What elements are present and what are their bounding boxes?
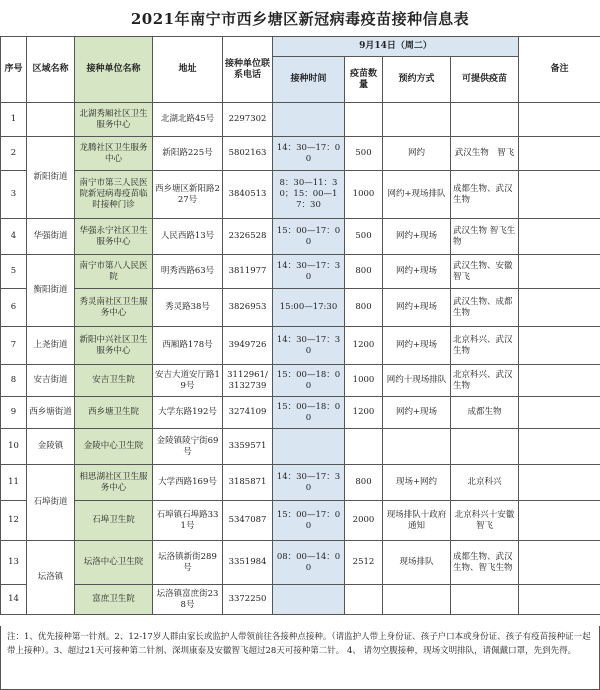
row-remarks bbox=[519, 541, 600, 585]
row-vaccine: 成都生物 bbox=[451, 397, 519, 429]
row-qty: 2512 bbox=[345, 541, 383, 585]
row-phone: 3811977 bbox=[223, 255, 273, 289]
row-remarks bbox=[519, 255, 600, 289]
row-qty: 800 bbox=[345, 289, 383, 327]
row-seq: 7 bbox=[1, 327, 27, 365]
row-unit: 秀灵南社区卫生服务中心 bbox=[75, 289, 153, 327]
row-vaccine: 武汉生物 智飞生物 bbox=[451, 219, 519, 255]
row-method: 网约+现场 bbox=[383, 289, 451, 327]
table-row bbox=[1, 541, 600, 585]
area-cell: 上尧街道 bbox=[27, 327, 75, 365]
row-time: 08：00—14：00 bbox=[273, 541, 345, 585]
row-unit: 华强永宁社区卫生服务中心 bbox=[75, 219, 153, 255]
header-vaccine: 可提供疫苗 bbox=[451, 57, 519, 103]
row-phone: 3359571 bbox=[223, 429, 273, 465]
area-cell: 西乡塘街道 bbox=[27, 397, 75, 429]
row-time bbox=[273, 103, 345, 137]
row-time: 15：00—17：00 bbox=[273, 501, 345, 541]
row-unit: 相思湖社区卫生服务中心 bbox=[75, 465, 153, 501]
header-remarks: 备注 bbox=[519, 37, 600, 103]
row-seq: 5 bbox=[1, 255, 27, 289]
row-time: 15：00—18：00 bbox=[273, 365, 345, 397]
row-method: 现场排队 bbox=[383, 541, 451, 585]
area-cell: 石埠街道 bbox=[27, 465, 75, 541]
row-unit: 西乡塘卫生院 bbox=[75, 397, 153, 429]
row-remarks bbox=[519, 465, 600, 501]
row-phone: 3185871 bbox=[223, 465, 273, 501]
row-unit: 北湖秀厢社区卫生服务中心 bbox=[75, 103, 153, 137]
row-time: 15:00—17:30 bbox=[273, 289, 345, 327]
row-vaccine: 北京科兴、武汉生物 bbox=[451, 327, 519, 365]
row-seq: 3 bbox=[1, 171, 27, 219]
row-time: 15：00—18：00 bbox=[273, 397, 345, 429]
table-row bbox=[1, 103, 600, 137]
row-address: 大学西路169号 bbox=[153, 465, 223, 501]
row-phone: 5347087 bbox=[223, 501, 273, 541]
header-unit: 接种单位名称 bbox=[75, 37, 153, 103]
row-method: 网约十现场排队 bbox=[383, 365, 451, 397]
row-seq: 14 bbox=[1, 585, 27, 615]
row-address: 坛洛镇富庶街238号 bbox=[153, 585, 223, 615]
row-qty bbox=[345, 429, 383, 465]
area-cell: 华强街道 bbox=[27, 219, 75, 255]
vaccination-table bbox=[0, 36, 600, 615]
row-address: 金陵镇陵宁街69号 bbox=[153, 429, 223, 465]
row-method: 现场+网约 bbox=[383, 465, 451, 501]
row-unit: 石埠卫生院 bbox=[75, 501, 153, 541]
row-address: 新阳路225号 bbox=[153, 137, 223, 171]
row-method bbox=[383, 585, 451, 615]
row-vaccine bbox=[451, 429, 519, 465]
row-address: 安吉大道安厅路19号 bbox=[153, 365, 223, 397]
row-method: 网约 bbox=[383, 137, 451, 171]
row-phone: 2297302 bbox=[223, 103, 273, 137]
table-row bbox=[1, 429, 600, 465]
row-remarks bbox=[519, 585, 600, 615]
row-seq: 12 bbox=[1, 501, 27, 541]
row-remarks bbox=[519, 429, 600, 465]
row-remarks bbox=[519, 327, 600, 365]
header-address: 地址 bbox=[153, 37, 223, 103]
row-seq: 2 bbox=[1, 137, 27, 171]
row-qty: 1200 bbox=[345, 327, 383, 365]
row-remarks bbox=[519, 137, 600, 171]
row-address: 北湖北路45号 bbox=[153, 103, 223, 137]
row-seq: 8 bbox=[1, 365, 27, 397]
row-vaccine: 北京科兴 bbox=[451, 465, 519, 501]
table-row bbox=[1, 365, 600, 397]
row-vaccine bbox=[451, 585, 519, 615]
row-remarks bbox=[519, 501, 600, 541]
row-seq: 4 bbox=[1, 219, 27, 255]
row-seq: 6 bbox=[1, 289, 27, 327]
row-qty: 1000 bbox=[345, 171, 383, 219]
row-vaccine bbox=[451, 103, 519, 137]
row-qty bbox=[345, 585, 383, 615]
page-title: 2021年南宁市西乡塘区新冠病毒疫苗接种信息表 bbox=[130, 9, 470, 28]
row-unit: 新阳中兴社区卫生服务中心 bbox=[75, 327, 153, 365]
row-seq: 1 bbox=[1, 103, 27, 137]
row-qty: 500 bbox=[345, 219, 383, 255]
row-address: 明秀西路63号 bbox=[153, 255, 223, 289]
row-time bbox=[273, 585, 345, 615]
row-method: 网约+现场 bbox=[383, 327, 451, 365]
row-unit: 龙腾社区卫生服务中心 bbox=[75, 137, 153, 171]
row-method: 网约+现场 bbox=[383, 219, 451, 255]
row-seq: 13 bbox=[1, 541, 27, 585]
row-remarks bbox=[519, 103, 600, 137]
header-seq: 序号 bbox=[1, 37, 27, 103]
row-time: 15：00—17：00 bbox=[273, 219, 345, 255]
row-remarks bbox=[519, 397, 600, 429]
table-row bbox=[1, 289, 600, 327]
area-cell-blank bbox=[27, 103, 75, 137]
row-address: 西乡塘区新阳路227号 bbox=[153, 171, 223, 219]
row-method: 网约+现场 bbox=[383, 397, 451, 429]
footnotes: 注：1、优先接种第一针剂。2、12-17岁人群由家长或监护人带领前往各接种点接种。（请监护人带上身份证、孩子户口本或身份证、孩子有疫苗接种证一起带上接种）。3、超过21天可接种第二针剂、深圳康泰及安徽智飞超过28天可接种第二针。 4、 请勿空腹接种，现场文明排队，请佩戴口罩，先到先得。 bbox=[0, 626, 600, 690]
header-date: 9月14日（周二） bbox=[273, 37, 519, 57]
row-method bbox=[383, 429, 451, 465]
row-time: 14：30—17：00 bbox=[273, 137, 345, 171]
row-remarks bbox=[519, 219, 600, 255]
row-phone: 3826953 bbox=[223, 289, 273, 327]
row-method bbox=[383, 103, 451, 137]
row-phone: 3112961/3132739 bbox=[223, 365, 273, 397]
table-row bbox=[1, 171, 600, 219]
row-address: 秀灵路38号 bbox=[153, 289, 223, 327]
row-phone: 2326528 bbox=[223, 219, 273, 255]
table-row bbox=[1, 137, 600, 171]
row-vaccine: 武汉生物、成都生物 bbox=[451, 289, 519, 327]
row-phone: 3949726 bbox=[223, 327, 273, 365]
row-address: 石埠镇石埠路331号 bbox=[153, 501, 223, 541]
row-phone: 3274109 bbox=[223, 397, 273, 429]
row-time: 14：30—17：30 bbox=[273, 255, 345, 289]
row-qty: 2000 bbox=[345, 501, 383, 541]
row-vaccine: 成都生物、武汉生物 bbox=[451, 171, 519, 219]
area-cell: 衡阳街道 bbox=[27, 255, 75, 327]
row-remarks bbox=[519, 365, 600, 397]
table-row bbox=[1, 397, 600, 429]
table-row bbox=[1, 327, 600, 365]
row-seq: 10 bbox=[1, 429, 27, 465]
row-seq: 11 bbox=[1, 465, 27, 501]
row-vaccine: 成都生物、武汉生物、智飞生物 bbox=[451, 541, 519, 585]
header-time: 接种时间 bbox=[273, 57, 345, 103]
row-qty: 800 bbox=[345, 465, 383, 501]
area-cell: 新阳街道 bbox=[27, 137, 75, 219]
row-address: 西厢路178号 bbox=[153, 327, 223, 365]
row-vaccine: 武汉生物 智飞 bbox=[451, 137, 519, 171]
row-phone: 3372250 bbox=[223, 585, 273, 615]
row-unit: 南宁市第八人民医院 bbox=[75, 255, 153, 289]
area-cell: 坛洛镇 bbox=[27, 541, 75, 615]
table-row bbox=[1, 219, 600, 255]
row-time: 14：30—17：30 bbox=[273, 327, 345, 365]
row-phone: 3351984 bbox=[223, 541, 273, 585]
header-area: 区域名称 bbox=[27, 37, 75, 103]
header-method: 预约方式 bbox=[383, 57, 451, 103]
row-qty: 800 bbox=[345, 255, 383, 289]
row-phone: 5802163 bbox=[223, 137, 273, 171]
row-qty bbox=[345, 103, 383, 137]
row-seq: 9 bbox=[1, 397, 27, 429]
row-address: 坛洛镇新街289号 bbox=[153, 541, 223, 585]
row-unit: 安吉卫生院 bbox=[75, 365, 153, 397]
row-qty: 500 bbox=[345, 137, 383, 171]
row-remarks bbox=[519, 171, 600, 219]
row-phone: 3840513 bbox=[223, 171, 273, 219]
row-unit: 金陵中心卫生院 bbox=[75, 429, 153, 465]
row-address: 人民西路13号 bbox=[153, 219, 223, 255]
table-row bbox=[1, 255, 600, 289]
table-row bbox=[1, 585, 600, 615]
row-method: 网约+现场 bbox=[383, 255, 451, 289]
row-vaccine: 北京科兴十安徽智飞 bbox=[451, 501, 519, 541]
row-address: 大学东路192号 bbox=[153, 397, 223, 429]
row-qty: 1200 bbox=[345, 397, 383, 429]
row-qty: 1000 bbox=[345, 365, 383, 397]
row-time bbox=[273, 429, 345, 465]
row-method: 现场排队十政府通知 bbox=[383, 501, 451, 541]
row-time: 14：30—17：30 bbox=[273, 465, 345, 501]
row-unit: 南宁市第三人民医院新冠病毒疫苗临时接种门诊 bbox=[75, 171, 153, 219]
table-row bbox=[1, 501, 600, 541]
row-remarks bbox=[519, 289, 600, 327]
header-phone: 接种单位联系电话 bbox=[223, 37, 273, 103]
area-cell: 安吉街道 bbox=[27, 365, 75, 397]
table-row bbox=[1, 465, 600, 501]
row-time: 8：30—11：30；15：00—17：30 bbox=[273, 171, 345, 219]
row-unit: 富庶卫生院 bbox=[75, 585, 153, 615]
row-method: 网约+现场排队 bbox=[383, 171, 451, 219]
row-unit: 坛洛中心卫生院 bbox=[75, 541, 153, 585]
area-cell: 金陵镇 bbox=[27, 429, 75, 465]
header-quantity: 疫苗数量 bbox=[345, 57, 383, 103]
row-vaccine: 武汉生物、安徽智飞 bbox=[451, 255, 519, 289]
row-vaccine: 北京科兴、武汉生物 bbox=[451, 365, 519, 397]
